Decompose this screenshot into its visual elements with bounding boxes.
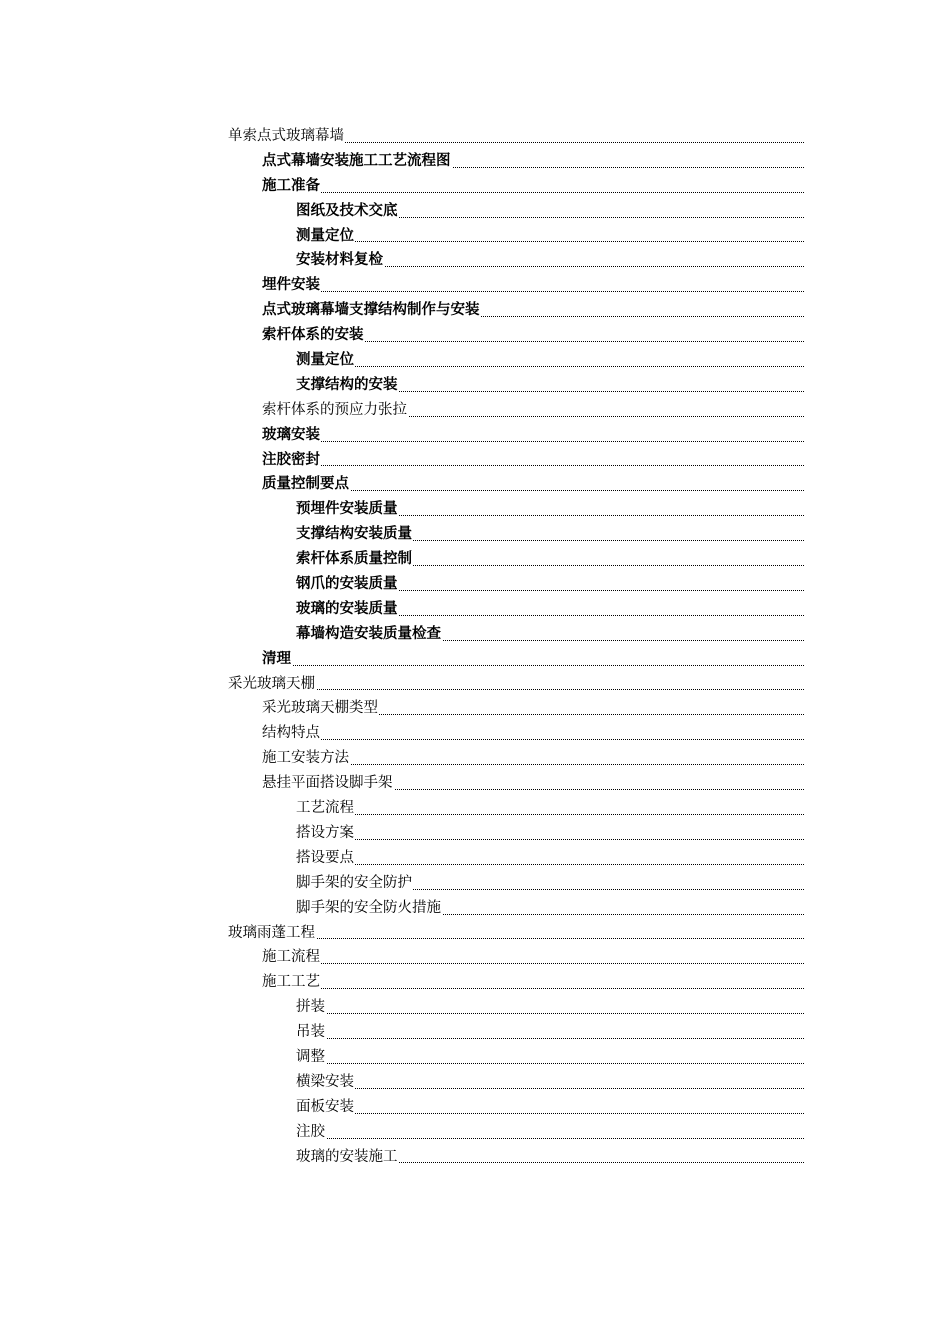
toc-entry[interactable] xyxy=(0,224,950,249)
toc-entry-title: 玻璃的安装施工 xyxy=(296,1145,399,1170)
dot-leader xyxy=(262,970,804,995)
toc-entry-title: 采光玻璃天棚类型 xyxy=(262,696,379,721)
toc-entry[interactable] xyxy=(0,174,950,199)
toc-entry[interactable] xyxy=(0,398,950,423)
toc-entry-title: 索杆体系的预应力张拉 xyxy=(262,398,408,423)
dot-leader xyxy=(296,1070,804,1095)
toc-entry[interactable] xyxy=(0,373,950,398)
dot-leader xyxy=(296,1045,804,1070)
toc-entry[interactable] xyxy=(0,696,950,721)
toc-entry-title: 脚手架的安全防火措施 xyxy=(296,896,442,921)
dot-leader xyxy=(296,224,804,249)
toc-entry[interactable] xyxy=(0,896,950,921)
toc-entry-title: 搭设要点 xyxy=(296,846,355,871)
toc-entry[interactable] xyxy=(0,796,950,821)
toc-entry[interactable] xyxy=(0,871,950,896)
toc-entry-title: 图纸及技术交底 xyxy=(296,199,399,224)
toc-entry[interactable] xyxy=(0,622,950,647)
toc-entry[interactable] xyxy=(0,771,950,796)
toc-entry[interactable] xyxy=(0,1045,950,1070)
toc-entry-title: 采光玻璃天棚 xyxy=(228,672,316,697)
toc-entry[interactable] xyxy=(0,672,950,697)
toc-entry[interactable] xyxy=(0,746,950,771)
dot-leader xyxy=(262,174,804,199)
toc-entry[interactable] xyxy=(0,497,950,522)
toc-entry[interactable] xyxy=(0,970,950,995)
dot-leader xyxy=(296,796,804,821)
toc-entry[interactable] xyxy=(0,547,950,572)
dot-leader xyxy=(262,273,804,298)
table-of-contents xyxy=(0,124,950,1169)
toc-entry-title: 玻璃安装 xyxy=(262,423,321,448)
toc-entry-title: 施工准备 xyxy=(262,174,321,199)
toc-entry[interactable] xyxy=(0,846,950,871)
toc-entry[interactable] xyxy=(0,1070,950,1095)
toc-entry[interactable] xyxy=(0,323,950,348)
toc-entry[interactable] xyxy=(0,522,950,547)
toc-entry-title: 横梁安装 xyxy=(296,1070,355,1095)
toc-entry-title: 安装材料复检 xyxy=(296,248,384,273)
toc-entry[interactable] xyxy=(0,572,950,597)
toc-entry-title: 玻璃雨蓬工程 xyxy=(228,921,316,946)
toc-entry[interactable] xyxy=(0,1120,950,1145)
toc-entry-title: 脚手架的安全防护 xyxy=(296,871,413,896)
toc-entry-title: 调整 xyxy=(296,1045,326,1070)
toc-entry-title: 测量定位 xyxy=(296,348,355,373)
toc-entry[interactable] xyxy=(0,721,950,746)
toc-entry[interactable] xyxy=(0,448,950,473)
dot-leader xyxy=(296,348,804,373)
toc-entry-title: 支撑结构安装质量 xyxy=(296,522,413,547)
toc-entry[interactable] xyxy=(0,348,950,373)
toc-entry-title: 施工工艺 xyxy=(262,970,321,995)
toc-entry-title: 清理 xyxy=(262,647,292,672)
toc-entry[interactable] xyxy=(0,472,950,497)
toc-entry-title: 拼装 xyxy=(296,995,326,1020)
toc-entry[interactable] xyxy=(0,248,950,273)
toc-entry-title: 悬挂平面搭设脚手架 xyxy=(262,771,394,796)
toc-entry[interactable] xyxy=(0,423,950,448)
toc-entry-title: 玻璃的安装质量 xyxy=(296,597,399,622)
toc-entry-title: 质量控制要点 xyxy=(262,472,350,497)
toc-entry[interactable] xyxy=(0,149,950,174)
toc-entry-title: 吊装 xyxy=(296,1020,326,1045)
toc-entry[interactable] xyxy=(0,199,950,224)
toc-entry-title: 索杆体系的安装 xyxy=(262,323,365,348)
toc-entry[interactable] xyxy=(0,945,950,970)
dot-leader xyxy=(296,1020,804,1045)
toc-entry-title: 点式幕墙安装施工工艺流程图 xyxy=(262,149,452,174)
toc-entry-title: 面板安装 xyxy=(296,1095,355,1120)
toc-entry-title: 幕墙构造安装质量检查 xyxy=(296,622,442,647)
dot-leader xyxy=(296,1095,804,1120)
toc-entry[interactable] xyxy=(0,821,950,846)
toc-entry-title: 埋件安装 xyxy=(262,273,321,298)
dot-leader xyxy=(296,846,804,871)
toc-entry-title: 搭设方案 xyxy=(296,821,355,846)
dot-leader xyxy=(262,721,804,746)
toc-entry-title: 单索点式玻璃幕墙 xyxy=(228,124,345,149)
toc-entry-title: 工艺流程 xyxy=(296,796,355,821)
dot-leader xyxy=(262,423,804,448)
toc-entry-title: 注胶 xyxy=(296,1120,326,1145)
dot-leader xyxy=(296,1120,804,1145)
toc-entry[interactable] xyxy=(0,298,950,323)
dot-leader xyxy=(296,821,804,846)
toc-entry[interactable] xyxy=(0,1095,950,1120)
toc-entry-title: 点式玻璃幕墙支撑结构制作与安装 xyxy=(262,298,481,323)
toc-entry-title: 预埋件安装质量 xyxy=(296,497,399,522)
toc-entry-title: 结构特点 xyxy=(262,721,321,746)
toc-entry[interactable] xyxy=(0,1020,950,1045)
dot-leader xyxy=(262,448,804,473)
toc-entry[interactable] xyxy=(0,597,950,622)
toc-entry-title: 测量定位 xyxy=(296,224,355,249)
toc-entry-title: 钢爪的安装质量 xyxy=(296,572,399,597)
toc-entry[interactable] xyxy=(0,921,950,946)
toc-entry[interactable] xyxy=(0,1145,950,1170)
toc-entry[interactable] xyxy=(0,995,950,1020)
dot-leader xyxy=(296,995,804,1020)
toc-entry-title: 施工安装方法 xyxy=(262,746,350,771)
toc-entry-title: 施工流程 xyxy=(262,945,321,970)
toc-entry[interactable] xyxy=(0,273,950,298)
toc-entry-title: 注胶密封 xyxy=(262,448,321,473)
toc-entry[interactable] xyxy=(0,647,950,672)
dot-leader xyxy=(262,647,804,672)
toc-entry-title: 索杆体系质量控制 xyxy=(296,547,413,572)
toc-entry-title: 支撑结构的安装 xyxy=(296,373,399,398)
toc-entry[interactable] xyxy=(0,124,950,149)
dot-leader xyxy=(262,945,804,970)
